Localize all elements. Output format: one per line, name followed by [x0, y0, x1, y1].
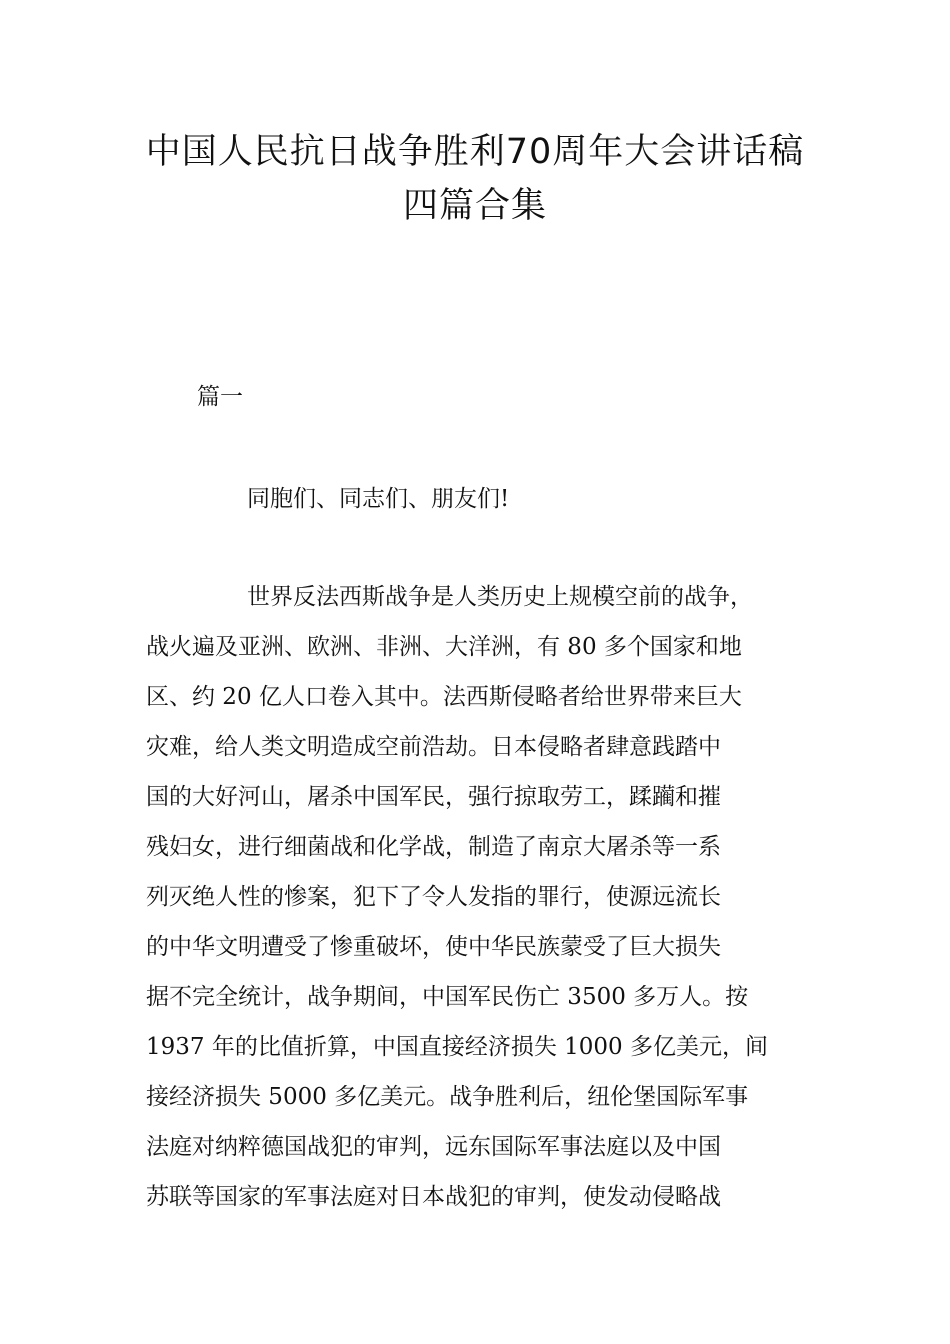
body-line: 世界反法西斯战争是人类历史上规模空前的战争， [247, 584, 753, 610]
section-label: 篇一 [197, 384, 243, 410]
body-line: 区、约 20 亿人口卷入其中。法西斯侵略者给世界带来巨大 [146, 684, 742, 710]
document-title [0, 125, 950, 233]
body-line: 苏联等国家的军事法庭对日本战犯的审判，使发动侵略战 [146, 1184, 721, 1210]
body-paragraph [146, 580, 826, 1230]
title-line-2: 四篇合集 [402, 186, 547, 226]
title-line-1: 中国人民抗日战争胜利70周年大会讲话稿 [145, 132, 805, 172]
body-line: 列灭绝人性的惨案，犯下了令人发指的罪行，使源远流长 [146, 884, 721, 910]
body-line: 据不完全统计，战争期间，中国军民伤亡 3500 多万人。按 [146, 984, 749, 1010]
body-line: 的中华文明遭受了惨重破坏，使中华民族蒙受了巨大损失 [146, 934, 721, 960]
body-line: 灾难，给人类文明造成空前浩劫。日本侵略者肆意践踏中 [146, 734, 721, 760]
body-line: 接经济损失 5000 多亿美元。战争胜利后，纽伦堡国际军事 [146, 1084, 749, 1110]
body-line: 国的大好河山，屠杀中国军民，强行掠取劳工，蹂躏和摧 [146, 784, 721, 810]
body-line: 1937 年的比值折算，中国直接经济损失 1000 多亿美元，间 [146, 1034, 768, 1060]
salutation: 同胞们、同志们、朋友们! [247, 486, 510, 512]
body-line: 法庭对纳粹德国战犯的审判，远东国际军事法庭以及中国 [146, 1134, 721, 1160]
body-line: 残妇女，进行细菌战和化学战，制造了南京大屠杀等一系 [146, 834, 721, 860]
body-line: 战火遍及亚洲、欧洲、非洲、大洋洲，有 80 多个国家和地 [146, 634, 742, 660]
